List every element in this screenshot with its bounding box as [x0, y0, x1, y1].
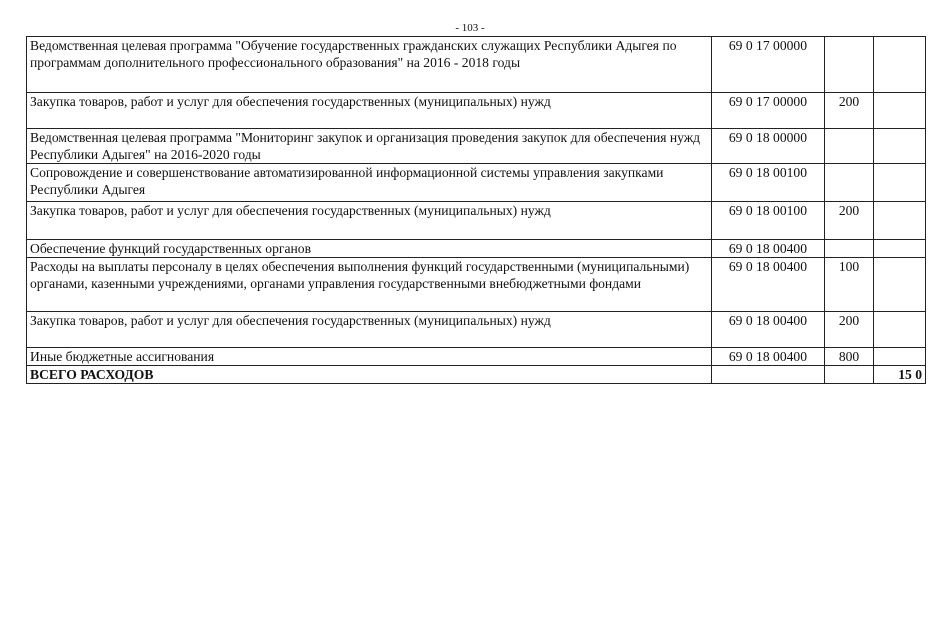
row-name: Сопровождение и совершенствование автоматизированной информационной системы управления закупками Республики Адыгея	[27, 164, 712, 202]
row-amount	[873, 129, 925, 164]
row-name: Иные бюджетные ассигнования	[27, 348, 712, 366]
row-amount	[873, 164, 925, 202]
row-expense-type	[825, 240, 873, 258]
total-expense-type	[825, 366, 873, 384]
row-code: 69 0 18 00400	[711, 258, 825, 312]
total-label: ВСЕГО РАСХОДОВ	[27, 366, 712, 384]
table-row	[27, 164, 926, 202]
row-code: 69 0 18 00400	[711, 312, 825, 348]
row-amount	[873, 37, 925, 93]
page-number: - 103 -	[455, 22, 485, 34]
table-row	[27, 37, 926, 93]
row-code: 69 0 17 00000	[711, 93, 825, 129]
row-amount	[873, 240, 925, 258]
row-name: Закупка товаров, работ и услуг для обеспечения государственных (муниципальных) нужд	[27, 93, 712, 129]
row-amount	[873, 348, 925, 366]
row-name: Ведомственная целевая программа "Обучение государственных гражданских служащих Республики Адыгея по программам дополнительного профессионального образования" на 2016 - 2018 годы	[27, 37, 712, 93]
row-expense-type: 200	[825, 93, 873, 129]
row-code: 69 0 18 00100	[711, 202, 825, 240]
table-row	[27, 258, 926, 312]
row-code: 69 0 18 00400	[711, 348, 825, 366]
row-name: Расходы на выплаты персоналу в целях обеспечения выполнения функций государственными (муниципальными) органами, казенными учреждениями, органами управления государственными внебюджетными фондами	[27, 258, 712, 312]
table-row	[27, 348, 926, 366]
row-amount	[873, 258, 925, 312]
row-expense-type	[825, 129, 873, 164]
table-row	[27, 202, 926, 240]
row-name: Обеспечение функций государственных органов	[27, 240, 712, 258]
row-expense-type	[825, 164, 873, 202]
row-code: 69 0 18 00400	[711, 240, 825, 258]
row-amount	[873, 202, 925, 240]
table-row	[27, 93, 926, 129]
table-row	[27, 312, 926, 348]
row-expense-type: 200	[825, 202, 873, 240]
row-amount	[873, 312, 925, 348]
total-code	[711, 366, 825, 384]
budget-table	[26, 36, 926, 384]
total-row	[27, 366, 926, 384]
table-row	[27, 240, 926, 258]
row-amount	[873, 93, 925, 129]
table-row	[27, 129, 926, 164]
row-expense-type: 200	[825, 312, 873, 348]
total-amount: 15 0	[873, 366, 925, 384]
row-name: Ведомственная целевая программа "Мониторинг закупок и организация проведения закупок для обеспечения нужд Республики Адыгея" на 2016-2020 годы	[27, 129, 712, 164]
row-expense-type: 800	[825, 348, 873, 366]
row-code: 69 0 17 00000	[711, 37, 825, 93]
row-expense-type: 100	[825, 258, 873, 312]
row-code: 69 0 18 00000	[711, 129, 825, 164]
row-name: Закупка товаров, работ и услуг для обеспечения государственных (муниципальных) нужд	[27, 312, 712, 348]
row-name: Закупка товаров, работ и услуг для обеспечения государственных (муниципальных) нужд	[27, 202, 712, 240]
row-expense-type	[825, 37, 873, 93]
row-code: 69 0 18 00100	[711, 164, 825, 202]
